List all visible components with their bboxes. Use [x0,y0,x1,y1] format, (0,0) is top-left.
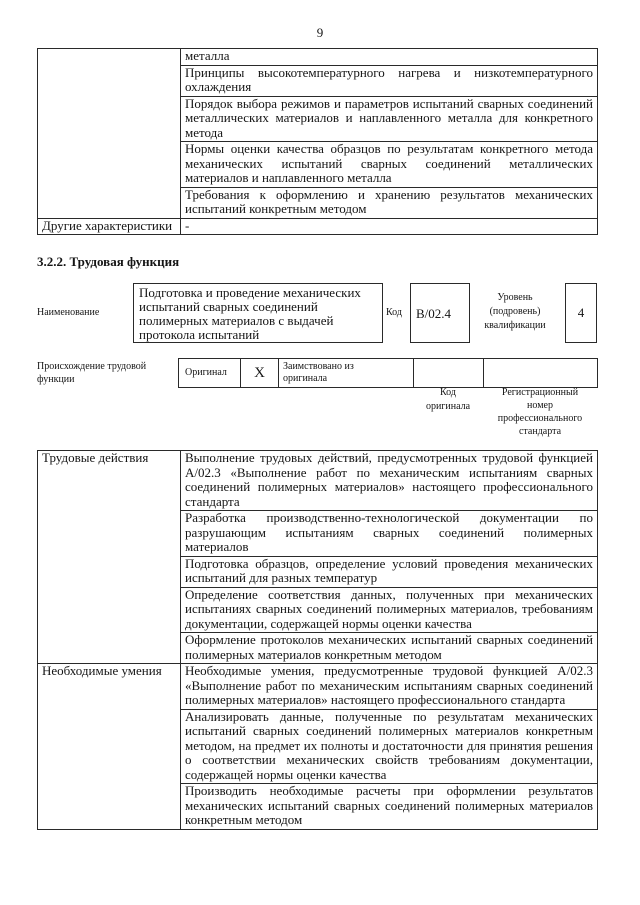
labor-actions-label: Трудовые действия [38,451,181,664]
function-code-box [410,283,470,343]
registration-number-cell [484,359,598,388]
page-number: 9 [316,25,324,40]
table-row [179,359,598,388]
table-row [38,49,598,66]
knowledge-item: Нормы оценки качества образцов по результатам конкретного метода механических испытаний сварных соединений металлических материалов и наплавленного металла [181,142,598,188]
other-characteristics-label: Другие характеристики [38,218,181,235]
knowledge-item: Требования к оформлению и хранению результатов механических испытаний конкретным методом [181,187,598,218]
borrowed-label: Заимствовано из оригинала [283,361,354,384]
table-row [38,218,598,235]
registration-number-caption: Регистрационный номер профессионального стандарта [497,387,583,437]
code-label: Код [386,307,402,318]
labor-action-item: Разработка производственно-технологической документации по разрушающим испытаниям сварных соединений полимерных материалов [181,511,598,557]
section-title: 3.2.2. Трудовая функция [37,254,180,269]
required-skill-item: Производить необходимые расчеты при оформлении результатов механических испытаний сварных соединений полимерных материалов конкретным методом [181,784,598,830]
other-characteristics-value: - [181,218,598,235]
qualification-level: 4 [577,305,585,320]
knowledge-item: Порядок выбора режимов и параметров испытаний сварных соединений металлических материалов и наплавленного металла для конкретного метода [181,96,598,142]
table-row [38,664,598,710]
labor-action-item: Определение соответствия данных, полученных при механических испытаниях сварных соединений полимерных материалов, требованиям документации, содержащей нормы оценки качества [181,587,598,633]
labor-action-item: Выполнение трудовых действий, предусмотренных трудовой функцией А/02.3 «Выполнение работ по механическим испытаниям сварных соединений полимерных материалов» настоящего профессионального стандарта [181,451,598,511]
knowledge-item: металла [181,49,598,66]
knowledge-item: Принципы высокотемпературного нагрева и низкотемпературного охлаждения [181,65,598,96]
knowledge-label-cell [38,49,181,219]
original-mark: X [241,359,279,388]
knowledge-table [37,48,598,235]
table-row [38,451,598,511]
origin-label: Происхождение трудовой функции [37,361,147,385]
function-name-box: Подготовка и проведение механических испытаний сварных соединений полимерных материалов с выдачей протокола испытаний [133,283,383,343]
name-label: Наименование [37,307,100,318]
original-code-cell [414,359,484,388]
labor-action-item: Подготовка образцов, определение условий проведения механических испытаний для разных температур [181,556,598,587]
function-code: В/02.4 [416,305,452,321]
borrowed-cell [279,359,414,388]
labor-function-table [37,450,598,830]
qualification-level-label: Уровень (подровень) квалификации [484,292,546,331]
required-skills-label: Необходимые умения [38,664,181,830]
origin-table [178,358,598,388]
original-label: Оригинал [179,359,241,388]
required-skill-item: Необходимые умения, предусмотренные трудовой функцией А/02.3 «Выполнение работ по механическим испытаниям сварных соединений полимерных материалов» настоящего профессионального стандарта [181,664,598,710]
original-code-caption: Код оригинала [425,387,471,412]
qualification-level-box [565,283,597,343]
required-skill-item: Анализировать данные, полученные по результатам механических испытаний сварных соединений полимерных материалов конкретным методом, на предмет их полноты и достаточности для принятия решения о соответствии механических свойств требованиям документации, содержащей нормы оценки качества [181,709,598,784]
labor-action-item: Оформление протоколов механических испытаний сварных соединений полимерных материалов конкретным методом [181,633,598,664]
